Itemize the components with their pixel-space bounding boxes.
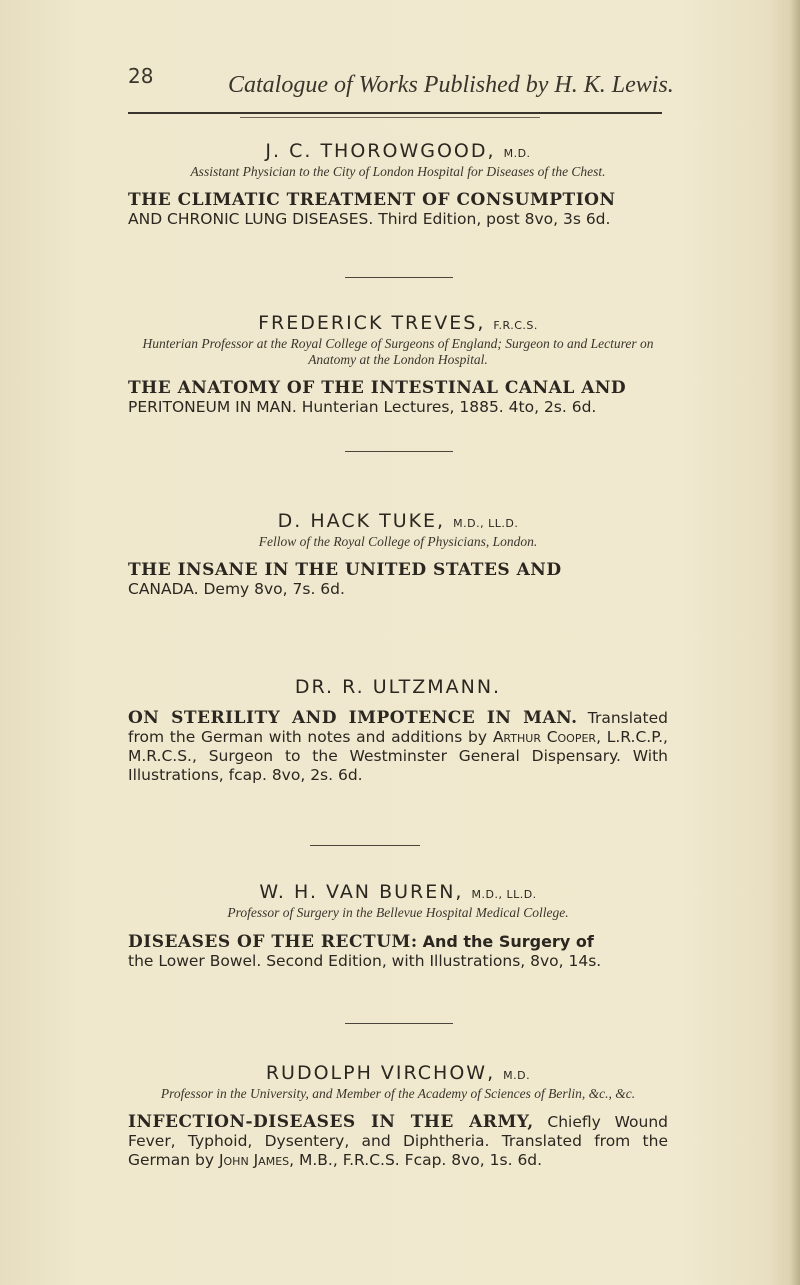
catalogue-entry [128,140,668,229]
translator-name: John James [218,1151,290,1169]
author-affiliation: Fellow of the Royal College of Physicians, London. [258,534,538,549]
author-degrees: M.D., LL.D. [453,517,519,530]
section-divider [310,845,420,846]
author-name: J. C. THOROWGOOD, M.D. [265,140,531,162]
author-name: FREDERICK TREVES, F.R.C.S. [258,312,538,334]
book-description: CANADA. Demy 8vo, 7s. 6d. [128,580,345,598]
book-description: the Lower Bowel. Second Edition, with Illustrations, 8vo, 14s. [128,952,602,970]
book-listing [128,709,668,785]
page-header [128,64,688,114]
running-title: Catalogue of Works Published by H. K. Lewis. [228,72,674,98]
page-number: 28 [128,64,154,88]
author-name: D. HACK TUKE, M.D., LL.D. [277,510,519,532]
book-title: INFECTION-DISEASES IN THE ARMY, [128,1112,534,1132]
author-affiliation: Hunterian Professor at the Royal College of Surgeons of England; Surgeon to and Lecturer on Anatomy at the London Hospital. [142,336,654,367]
page-edge-shadow [790,0,800,1285]
book-title: ON STERILITY AND IMPOTENCE IN MAN. [128,708,578,728]
book-title: THE ANATOMY OF THE INTESTINAL CANAL AND [128,378,627,398]
book-description-rest: , L.R.C.P., M.R.C.S., Surgeon to the Westminster General Dispensary. With Illustrations, fcap. 8vo, 2s. 6d. [128,728,668,784]
book-title-rest: And the Surgery of [422,932,594,951]
section-divider [345,277,453,278]
author-affiliation: Assistant Physician to the City of London Hospital for Diseases of the Chest. [190,164,606,179]
book-description: Chiefly Wound Fever, Typhoid, Dysentery, and Diphtheria. Translated from the German by [128,1113,668,1169]
book-listing [128,379,668,417]
section-divider [345,1023,453,1024]
header-rule [128,112,662,114]
book-listing [128,1113,668,1170]
book-listing [128,932,668,971]
catalogue-entry [128,312,668,417]
author-name: DR. R. ULTZMANN. [294,676,502,698]
author-affiliation: Professor in the University, and Member of the Academy of Sciences of Berlin, &c., &c. [160,1086,636,1101]
book-description: PERITONEUM IN MAN. Hunterian Lectures, 1885. 4to, 2s. 6d. [128,398,597,416]
book-title: THE INSANE IN THE UNITED STATES AND [128,560,562,580]
book-title: THE CLIMATIC TREATMENT OF CONSUMPTION [128,190,616,210]
book-title: DISEASES OF THE RECTUM: [128,932,418,952]
author-name: RUDOLPH VIRCHOW, M.D. [265,1062,531,1084]
catalogue-entry [128,676,668,785]
author-name: W. H. VAN BUREN, M.D., LL.D. [259,881,537,903]
author-degrees: M.D. [503,1069,531,1082]
book-description: AND CHRONIC LUNG DISEASES. Third Edition, post 8vo, 3s 6d. [128,210,611,228]
author-degrees: F.R.C.S. [493,319,538,332]
book-listing [128,191,668,229]
author-degrees: M.D. [503,147,531,160]
book-listing [128,561,668,599]
author-affiliation: Professor of Surgery in the Bellevue Hospital Medical College. [227,905,569,920]
header-rule-thin [240,117,540,118]
book-description-rest: , M.B., F.R.C.S. Fcap. 8vo, 1s. 6d. [289,1151,543,1169]
translator-name: Arthur Cooper [492,728,597,746]
catalogue-entry [128,1062,668,1170]
catalogue-entry [128,510,668,599]
book-description: Translated from the German with notes and additions by [128,709,668,746]
section-divider [345,451,453,452]
author-degrees: M.D., LL.D. [471,888,537,901]
catalogue-entry [128,881,668,971]
